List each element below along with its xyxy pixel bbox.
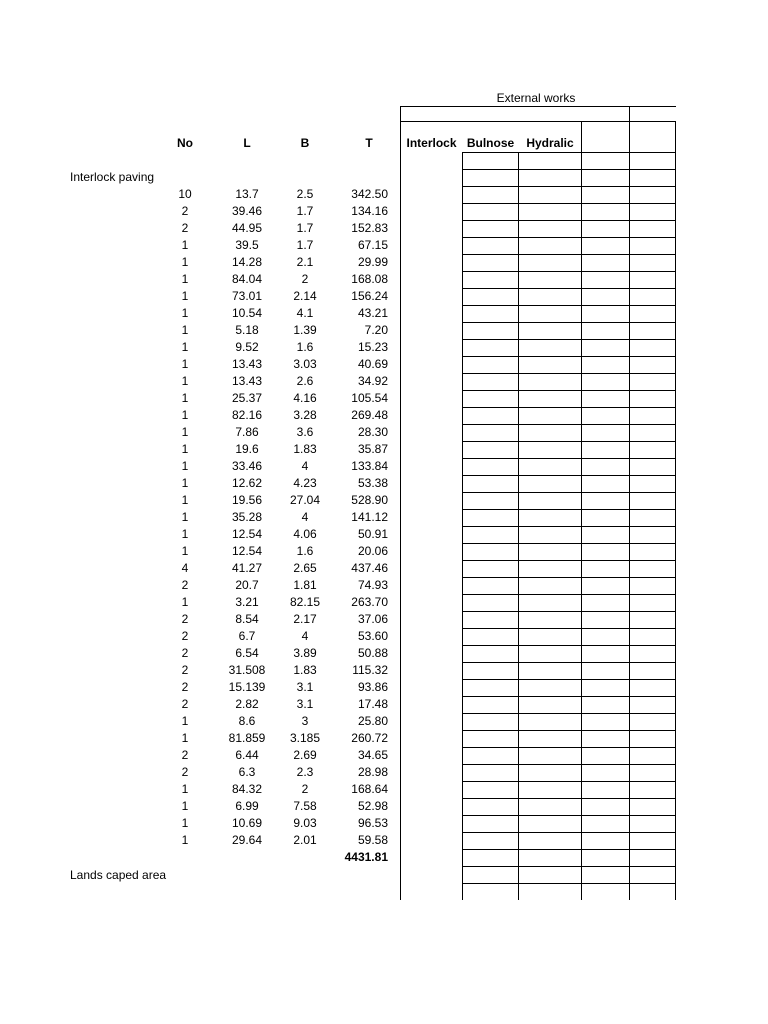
cell-b: 2.5 [296,187,314,201]
grid-horizontal-line [462,543,676,544]
cell-t: 141.12 [351,510,388,524]
cell-b: 2.14 [293,289,317,303]
cell-no: 2 [181,204,189,218]
grid-horizontal-line [462,390,676,391]
cell-no: 2 [181,578,189,592]
cell-l: 6.99 [235,799,259,813]
cell-b: 1.6 [296,340,314,354]
cell-b: 2.17 [293,612,317,626]
cell-l: 73.01 [231,289,263,303]
cell-no: 1 [181,374,189,388]
cell-t: 50.88 [357,646,388,660]
cell-b: 1.83 [293,442,317,456]
cell-no: 2 [181,663,189,677]
cell-b: 4.1 [296,306,314,320]
grid-horizontal-line [462,169,676,170]
cell-b: 4 [301,510,309,524]
section-label-interlock-paving: Interlock paving [70,170,155,184]
cell-t: 133.84 [351,459,388,473]
cell-t: 50.91 [357,527,388,541]
cell-b: 4.23 [293,476,317,490]
cell-t: 29.99 [357,255,388,269]
cell-l: 15.139 [228,680,266,694]
cell-t: 53.38 [357,476,388,490]
cell-b: 2.01 [293,833,317,847]
grid-horizontal-line [462,764,676,765]
grid-horizontal-line [462,679,676,680]
cell-t: 35.87 [357,442,388,456]
cell-no: 10 [178,187,192,201]
cell-b: 1.7 [296,221,314,235]
cell-no: 1 [181,340,189,354]
cell-l: 84.04 [231,272,263,286]
cell-b: 3 [301,714,309,728]
grid-horizontal-line [462,220,676,221]
cell-l: 6.7 [238,629,256,643]
cell-b: 3.185 [289,731,321,745]
cell-l: 14.28 [231,255,263,269]
grid-horizontal-line [462,203,676,204]
grid-horizontal-line [462,713,676,714]
cell-no: 2 [181,629,189,643]
cell-no: 1 [181,544,189,558]
cell-l: 13.43 [231,357,263,371]
cell-l: 19.56 [231,493,263,507]
cell-t: 28.30 [357,425,388,439]
grid-horizontal-line [462,424,676,425]
cell-t: 43.21 [357,306,388,320]
cell-b: 4 [301,459,309,473]
cell-b: 3.03 [293,357,317,371]
cell-l: 6.3 [238,765,256,779]
grid-horizontal-line [462,594,676,595]
cell-l: 10.69 [231,816,263,830]
cell-t: 269.48 [351,408,388,422]
cell-t: 17.48 [357,697,388,711]
cell-l: 39.5 [235,238,259,252]
grid-horizontal-line [462,407,676,408]
cell-l: 41.27 [231,561,263,575]
cell-no: 1 [181,408,189,422]
cell-b: 2.69 [293,748,317,762]
total-value: 4431.81 [344,850,388,864]
cell-l: 3.21 [235,595,259,609]
cell-no: 2 [181,697,189,711]
grid-horizontal-line [462,186,676,187]
cell-b: 2.1 [296,255,314,269]
cell-no: 1 [181,816,189,830]
cell-no: 1 [181,459,189,473]
cell-l: 81.859 [228,731,266,745]
cell-no: 2 [181,646,189,660]
grid-horizontal-line [462,645,676,646]
cell-no: 2 [181,612,189,626]
grid-horizontal-line [462,883,676,884]
cell-t: 437.46 [351,561,388,575]
grid-horizontal-line [400,106,676,107]
cell-l: 29.64 [231,833,263,847]
grid-horizontal-line [462,305,676,306]
grid-horizontal-line [462,832,676,833]
cell-no: 2 [181,221,189,235]
sheet-title: External works [496,91,576,105]
grid-horizontal-line [462,509,676,510]
cell-t: 40.69 [357,357,388,371]
grid-horizontal-line [462,441,676,442]
grid-horizontal-line [462,628,676,629]
cell-no: 2 [181,680,189,694]
cell-no: 1 [181,799,189,813]
grid-horizontal-line [462,849,676,850]
cell-t: 342.50 [351,187,388,201]
cell-l: 84.32 [231,782,263,796]
grid-horizontal-line [462,339,676,340]
cell-no: 1 [181,391,189,405]
cell-l: 12.54 [231,544,263,558]
cell-l: 20.7 [235,578,259,592]
cell-no: 1 [181,306,189,320]
cell-no: 2 [181,748,189,762]
cell-l: 6.54 [235,646,259,660]
cell-b: 3.89 [293,646,317,660]
cell-b: 2.65 [293,561,317,575]
cell-no: 1 [181,714,189,728]
grid-horizontal-line [462,798,676,799]
cell-b: 3.6 [296,425,314,439]
cell-l: 9.52 [235,340,259,354]
cell-t: 115.32 [352,663,388,677]
cell-b: 1.6 [296,544,314,558]
cell-t: 263.70 [351,595,388,609]
grid-horizontal-line [462,560,676,561]
cell-t: 59.58 [357,833,388,847]
cell-l: 12.62 [231,476,263,490]
cell-t: 134.16 [351,204,388,218]
grid-horizontal-line [462,152,676,153]
cell-no: 4 [181,561,189,575]
grid-horizontal-line [462,458,676,459]
cell-l: 8.6 [238,714,256,728]
cell-b: 2.3 [296,765,314,779]
cell-t: 52.98 [357,799,388,813]
cell-no: 1 [181,323,189,337]
cell-l: 31.508 [228,663,266,677]
grid-horizontal-line [462,356,676,357]
cell-no: 1 [181,782,189,796]
grid-horizontal-line [462,373,676,374]
grid-header-bulnose: Bulnose [466,136,515,150]
cell-t: 37.06 [357,612,388,626]
cell-b: 1.81 [293,578,317,592]
cell-l: 13.7 [235,187,259,201]
cell-b: 3.28 [293,408,317,422]
grid-horizontal-line [462,815,676,816]
cell-l: 10.54 [231,306,263,320]
grid-horizontal-line [462,577,676,578]
cell-l: 39.46 [231,204,263,218]
cell-l: 12.54 [231,527,263,541]
cell-t: 7.20 [364,323,388,337]
cell-b: 3.1 [296,680,314,694]
cell-no: 1 [181,289,189,303]
cell-no: 1 [181,442,189,456]
cell-b: 2 [301,272,309,286]
grid-header-interlock: Interlock [406,136,457,150]
grid-horizontal-line [462,866,676,867]
cell-b: 2 [301,782,309,796]
cell-no: 1 [181,272,189,286]
column-header-b: B [300,136,310,150]
cell-no: 1 [181,527,189,541]
cell-t: 28.98 [357,765,388,779]
cell-l: 82.16 [231,408,263,422]
cell-b: 1.7 [296,204,314,218]
cell-no: 1 [181,238,189,252]
grid-vertical-line [400,106,401,900]
cell-t: 168.64 [351,782,388,796]
grid-horizontal-line [400,121,676,122]
cell-t: 34.65 [357,748,388,762]
cell-l: 7.86 [235,425,259,439]
cell-l: 5.18 [235,323,259,337]
cell-b: 9.03 [293,816,317,830]
grid-horizontal-line [462,526,676,527]
cell-t: 96.53 [357,816,388,830]
cell-t: 74.93 [357,578,388,592]
cell-b: 4.16 [293,391,317,405]
cell-t: 152.83 [351,221,388,235]
cell-no: 1 [181,595,189,609]
grid-horizontal-line [462,288,676,289]
cell-l: 2.82 [235,697,259,711]
cell-b: 82.15 [289,595,321,609]
grid-horizontal-line [462,254,676,255]
cell-t: 25.80 [357,714,388,728]
cell-b: 27.04 [289,493,321,507]
grid-horizontal-line [462,781,676,782]
grid-header-hydralic: Hydralic [526,136,574,150]
grid-horizontal-line [462,475,676,476]
column-header-l: L [243,136,251,150]
grid-horizontal-line [462,322,676,323]
cell-no: 1 [181,255,189,269]
grid-horizontal-line [462,271,676,272]
cell-b: 1.7 [296,238,314,252]
cell-l: 25.37 [231,391,263,405]
cell-b: 2.6 [296,374,314,388]
cell-t: 156.24 [351,289,388,303]
cell-b: 4 [301,629,309,643]
cell-l: 35.28 [231,510,263,524]
cell-t: 528.90 [351,493,388,507]
grid-horizontal-line [462,730,676,731]
cell-t: 34.92 [357,374,388,388]
cell-l: 8.54 [235,612,259,626]
cell-no: 1 [181,357,189,371]
cell-no: 1 [181,510,189,524]
cell-no: 1 [181,833,189,847]
cell-no: 1 [181,476,189,490]
cell-t: 105.54 [351,391,388,405]
cell-b: 3.1 [296,697,314,711]
cell-b: 7.58 [293,799,317,813]
grid-horizontal-line [462,492,676,493]
grid-horizontal-line [462,237,676,238]
cell-l: 44.95 [231,221,263,235]
cell-t: 67.15 [357,238,388,252]
grid-horizontal-line [462,747,676,748]
cell-no: 1 [181,425,189,439]
cell-no: 1 [181,493,189,507]
cell-l: 13.43 [231,374,263,388]
cell-t: 168.08 [351,272,388,286]
cell-t: 93.86 [357,680,388,694]
cell-t: 260.72 [351,731,388,745]
grid-horizontal-line [462,696,676,697]
section-label-landscaped-area: Lands caped area [70,868,167,882]
cell-t: 20.06 [357,544,388,558]
cell-b: 1.39 [293,323,317,337]
cell-no: 1 [181,731,189,745]
cell-no: 2 [181,765,189,779]
grid-horizontal-line [462,662,676,663]
cell-b: 4.06 [293,527,317,541]
cell-l: 19.6 [235,442,259,456]
cell-t: 53.60 [357,629,388,643]
cell-b: 1.83 [293,663,317,677]
column-header-t: T [365,136,373,150]
grid-horizontal-line [462,611,676,612]
cell-t: 15.23 [357,340,388,354]
cell-l: 6.44 [235,748,259,762]
cell-l: 33.46 [231,459,263,473]
column-header-no: No [177,136,193,150]
